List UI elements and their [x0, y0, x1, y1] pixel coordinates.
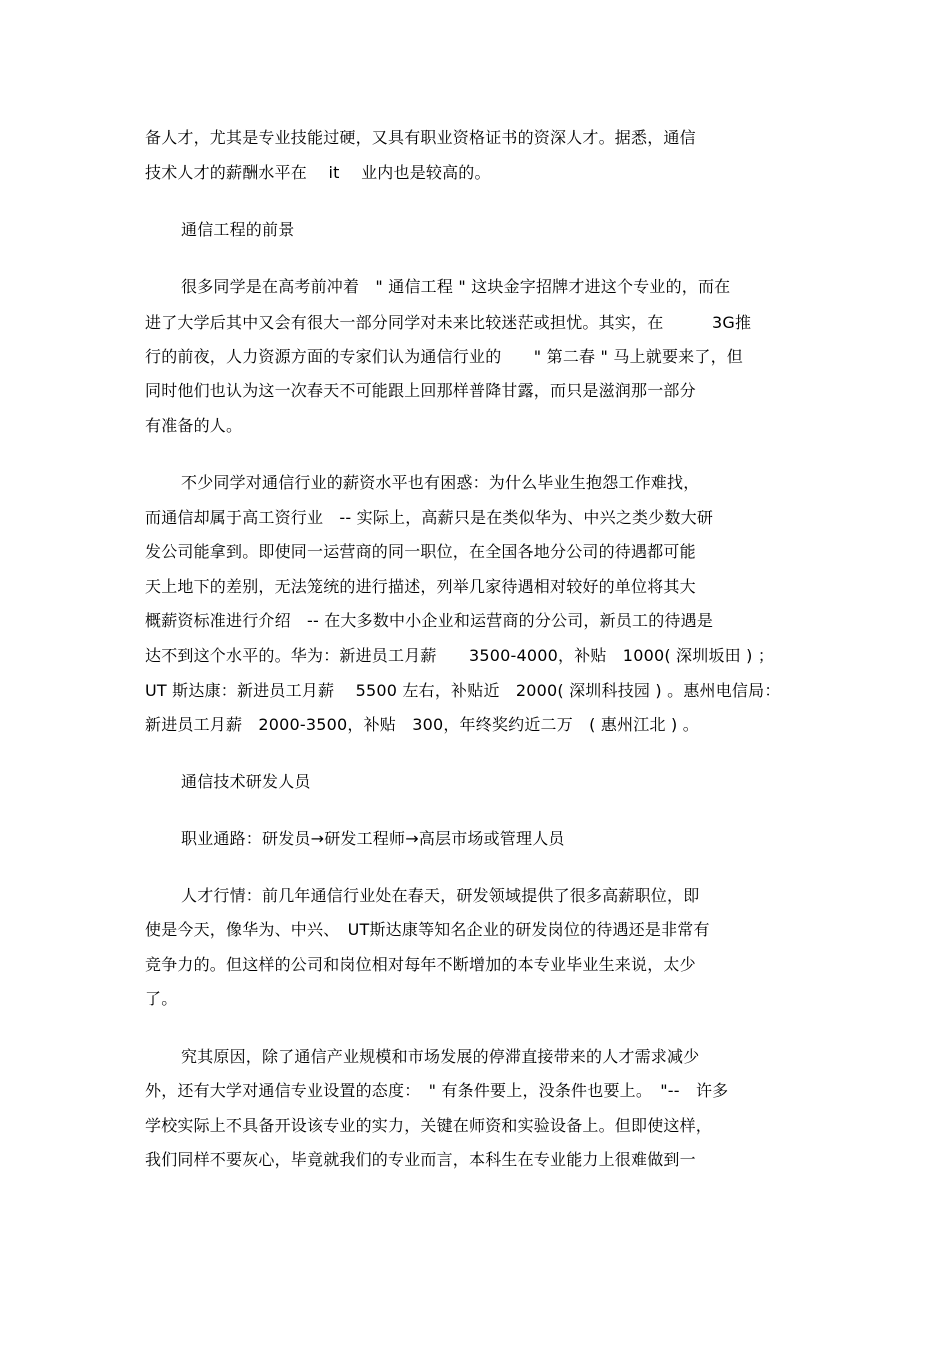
text-line: 了。	[145, 989, 178, 1008]
text-line: 进了大学后其中又会有很大一部分同学对未来比较迷茫或担忧。其实，在 3G推	[145, 313, 752, 332]
text-line: 人才行情：前几年通信行业处在春天，研发领域提供了很多高薪职位，即	[181, 886, 700, 905]
section-heading: 通信工程的前景	[181, 220, 295, 239]
text-line: 职业通路：研发员→研发工程师→高层市场或管理人员	[181, 829, 565, 848]
text-line: 同时他们也认为这一次春天不可能跟上回那样普降甘露，而只是滋润那一部分	[145, 381, 696, 400]
text-line: 我们同样不要灰心，毕竟就我们的专业而言，本科生在专业能力上很难做到一	[145, 1150, 696, 1169]
text-line: 究其原因，除了通信产业规模和市场发展的停滞直接带来的人才需求减少	[181, 1047, 700, 1066]
text-line: 天上地下的差别，无法笼统的进行描述，列举几家待遇相对较好的单位将其大	[145, 577, 696, 596]
text-line: 学校实际上不具备开设该专业的实力，关键在师资和实验设备上。但即使这样，	[145, 1116, 713, 1135]
text-line: 行的前夜，人力资源方面的专家们认为通信行业的 " 第二春 " 马上就要来了，但	[145, 347, 743, 366]
text-line: UT 斯达康：新进员工月薪 5500 左右，补贴近 2000( 深圳科技园 ) 。惠州电信局：	[145, 681, 781, 700]
text-line: 发公司能拿到。即使同一运营商的同一职位，在全国各地分公司的待遇都可能	[145, 542, 696, 561]
text-line: 技术人才的薪酬水平在 it 业内也是较高的。	[145, 163, 491, 182]
text-line: 概薪资标准进行介绍 -- 在大多数中小企业和运营商的分公司，新员工的待遇是	[145, 611, 714, 630]
text-line: 新进员工月薪 2000-3500，补贴 300，年终奖约近二万 ( 惠州江北 ) 。	[145, 715, 699, 734]
text-line: 达不到这个水平的。华为：新进员工月薪 3500-4000，补贴 1000( 深圳坂田 ) ；	[145, 646, 775, 665]
text-line: 有准备的人。	[145, 416, 243, 435]
text-line: 而通信却属于高工资行业 -- 实际上，高薪只是在类似华为、中兴之类少数大研	[145, 508, 714, 527]
text-line: 外，还有大学对通信专业设置的态度： " 有条件要上，没条件也要上。 "-- 许多	[145, 1081, 729, 1100]
text-line: 竞争力的。但这样的公司和岗位相对每年不断增加的本专业毕业生来说，太少	[145, 955, 696, 974]
section-heading: 通信技术研发人员	[181, 772, 311, 791]
text-line: 备人才，尤其是专业技能过硬，又具有职业资格证书的资深人才。据悉，通信	[145, 128, 696, 147]
text-line: 不少同学对通信行业的薪资水平也有困惑：为什么毕业生抱怨工作难找，	[181, 473, 700, 492]
text-line: 很多同学是在高考前冲着 " 通信工程 " 这块金字招牌才进这个专业的，而在	[181, 277, 731, 296]
text-line: 使是今天，像华为、中兴、 UT斯达康等知名企业的研发岗位的待遇还是非常有	[145, 920, 710, 939]
